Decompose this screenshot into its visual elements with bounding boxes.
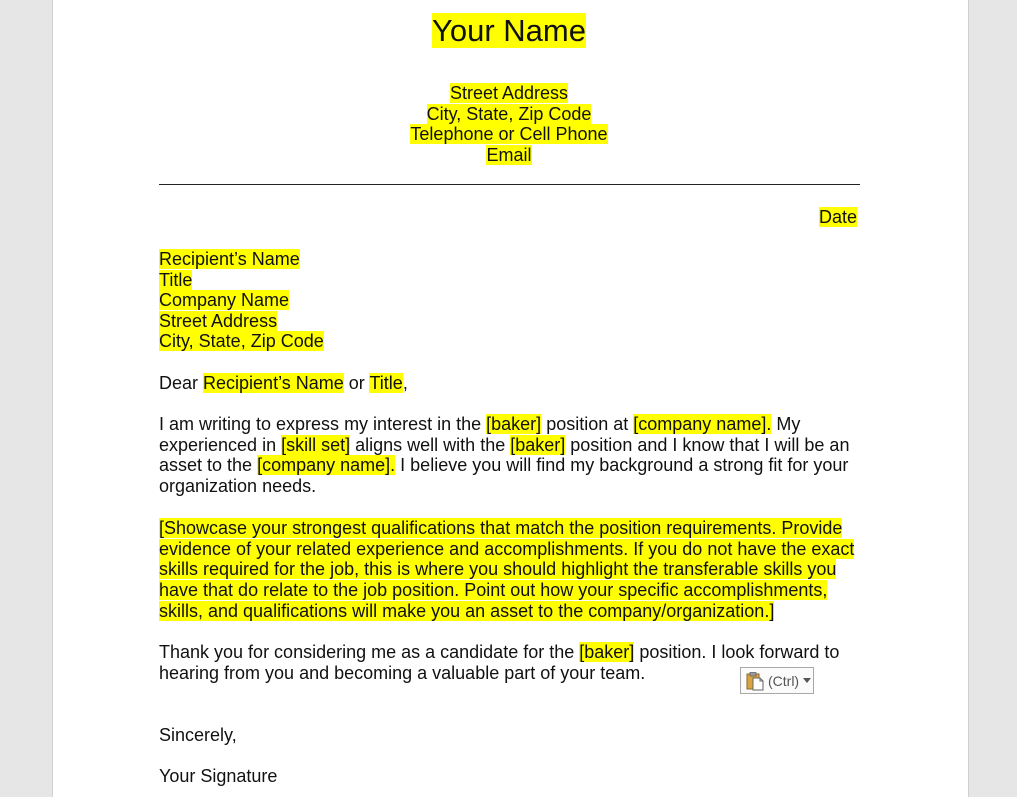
- salutation-dear: Dear: [159, 373, 199, 393]
- salutation-or: or: [348, 373, 365, 393]
- salutation: [159, 373, 408, 394]
- p1-placeholder-position-2: [baker]: [510, 434, 566, 455]
- p1-placeholder-position: [baker]: [486, 414, 542, 434]
- chevron-down-icon: [803, 678, 811, 683]
- closing: Sincerely,: [159, 725, 237, 745]
- document-page: [52, 0, 969, 797]
- p1-text-1: I am writing to express my interest in the: [159, 414, 482, 434]
- recipient-company: Company Name: [159, 290, 290, 311]
- p3-placeholder-position: [baker]: [579, 642, 635, 662]
- paste-options-label: (Ctrl): [768, 672, 800, 689]
- p1-placeholder-company: [company name].: [633, 414, 772, 434]
- p3-text-1: Thank you for considering me as a candidate for the: [159, 642, 575, 662]
- sender-name-heading: [159, 12, 859, 50]
- salutation-comma: ,: [402, 373, 408, 393]
- body-paragraph-intro: [159, 414, 859, 497]
- recipient-name: Recipient’s Name: [159, 249, 300, 269]
- p3-text-2: position. I look forward to hearing from you and becoming a valuable part of your team.: [159, 642, 840, 683]
- p1-placeholder-company-2: [company name].: [257, 455, 396, 476]
- qualifications-placeholder: [Showcase your strongest qualifications that match the position requirements. Provide evidence of your related experience and accomplishments. If you do not have the exact skills required for the job, this is where you should highlight the transferable skills you have that do relate to the job position. Point out how your specific accomplishments, skills, and qualifications will make you an asset to the company/organization.]: [159, 518, 855, 621]
- paste-options-button[interactable]: [740, 667, 814, 694]
- p1-text-3: My experienced in: [159, 414, 801, 455]
- header-divider: [159, 184, 860, 185]
- recipient-block: [159, 249, 324, 352]
- sender-street: Street Address: [449, 83, 569, 103]
- p1-text-5: position and I know that I will be an asset to the: [159, 434, 850, 476]
- sender-email: Email: [486, 145, 532, 166]
- date: Date: [818, 207, 857, 227]
- sender-contact-block: [159, 83, 859, 166]
- sender-name: Your Name: [432, 13, 586, 48]
- body-paragraph-qualifications: [159, 518, 859, 622]
- p1-text-2: position at: [546, 414, 629, 434]
- signature: Your Signature: [159, 766, 278, 786]
- recipient-city: City, State, Zip Code: [159, 331, 324, 352]
- clipboard-icon: [745, 671, 765, 691]
- sender-phone: Telephone or Cell Phone: [410, 124, 608, 145]
- salutation-recipient-name: Recipient’s Name: [203, 373, 344, 393]
- recipient-street: Street Address: [159, 310, 278, 331]
- recipient-title: Title: [159, 269, 193, 290]
- salutation-title: Title: [369, 373, 403, 393]
- p1-text-4: aligns well with the: [355, 434, 506, 455]
- p1-text-6: I believe you will find my background a strong fit for your organization needs.: [159, 455, 849, 497]
- date-line: [159, 207, 857, 228]
- sender-city: City, State, Zip Code: [426, 103, 592, 124]
- p1-placeholder-skill-set: [skill set]: [281, 434, 351, 455]
